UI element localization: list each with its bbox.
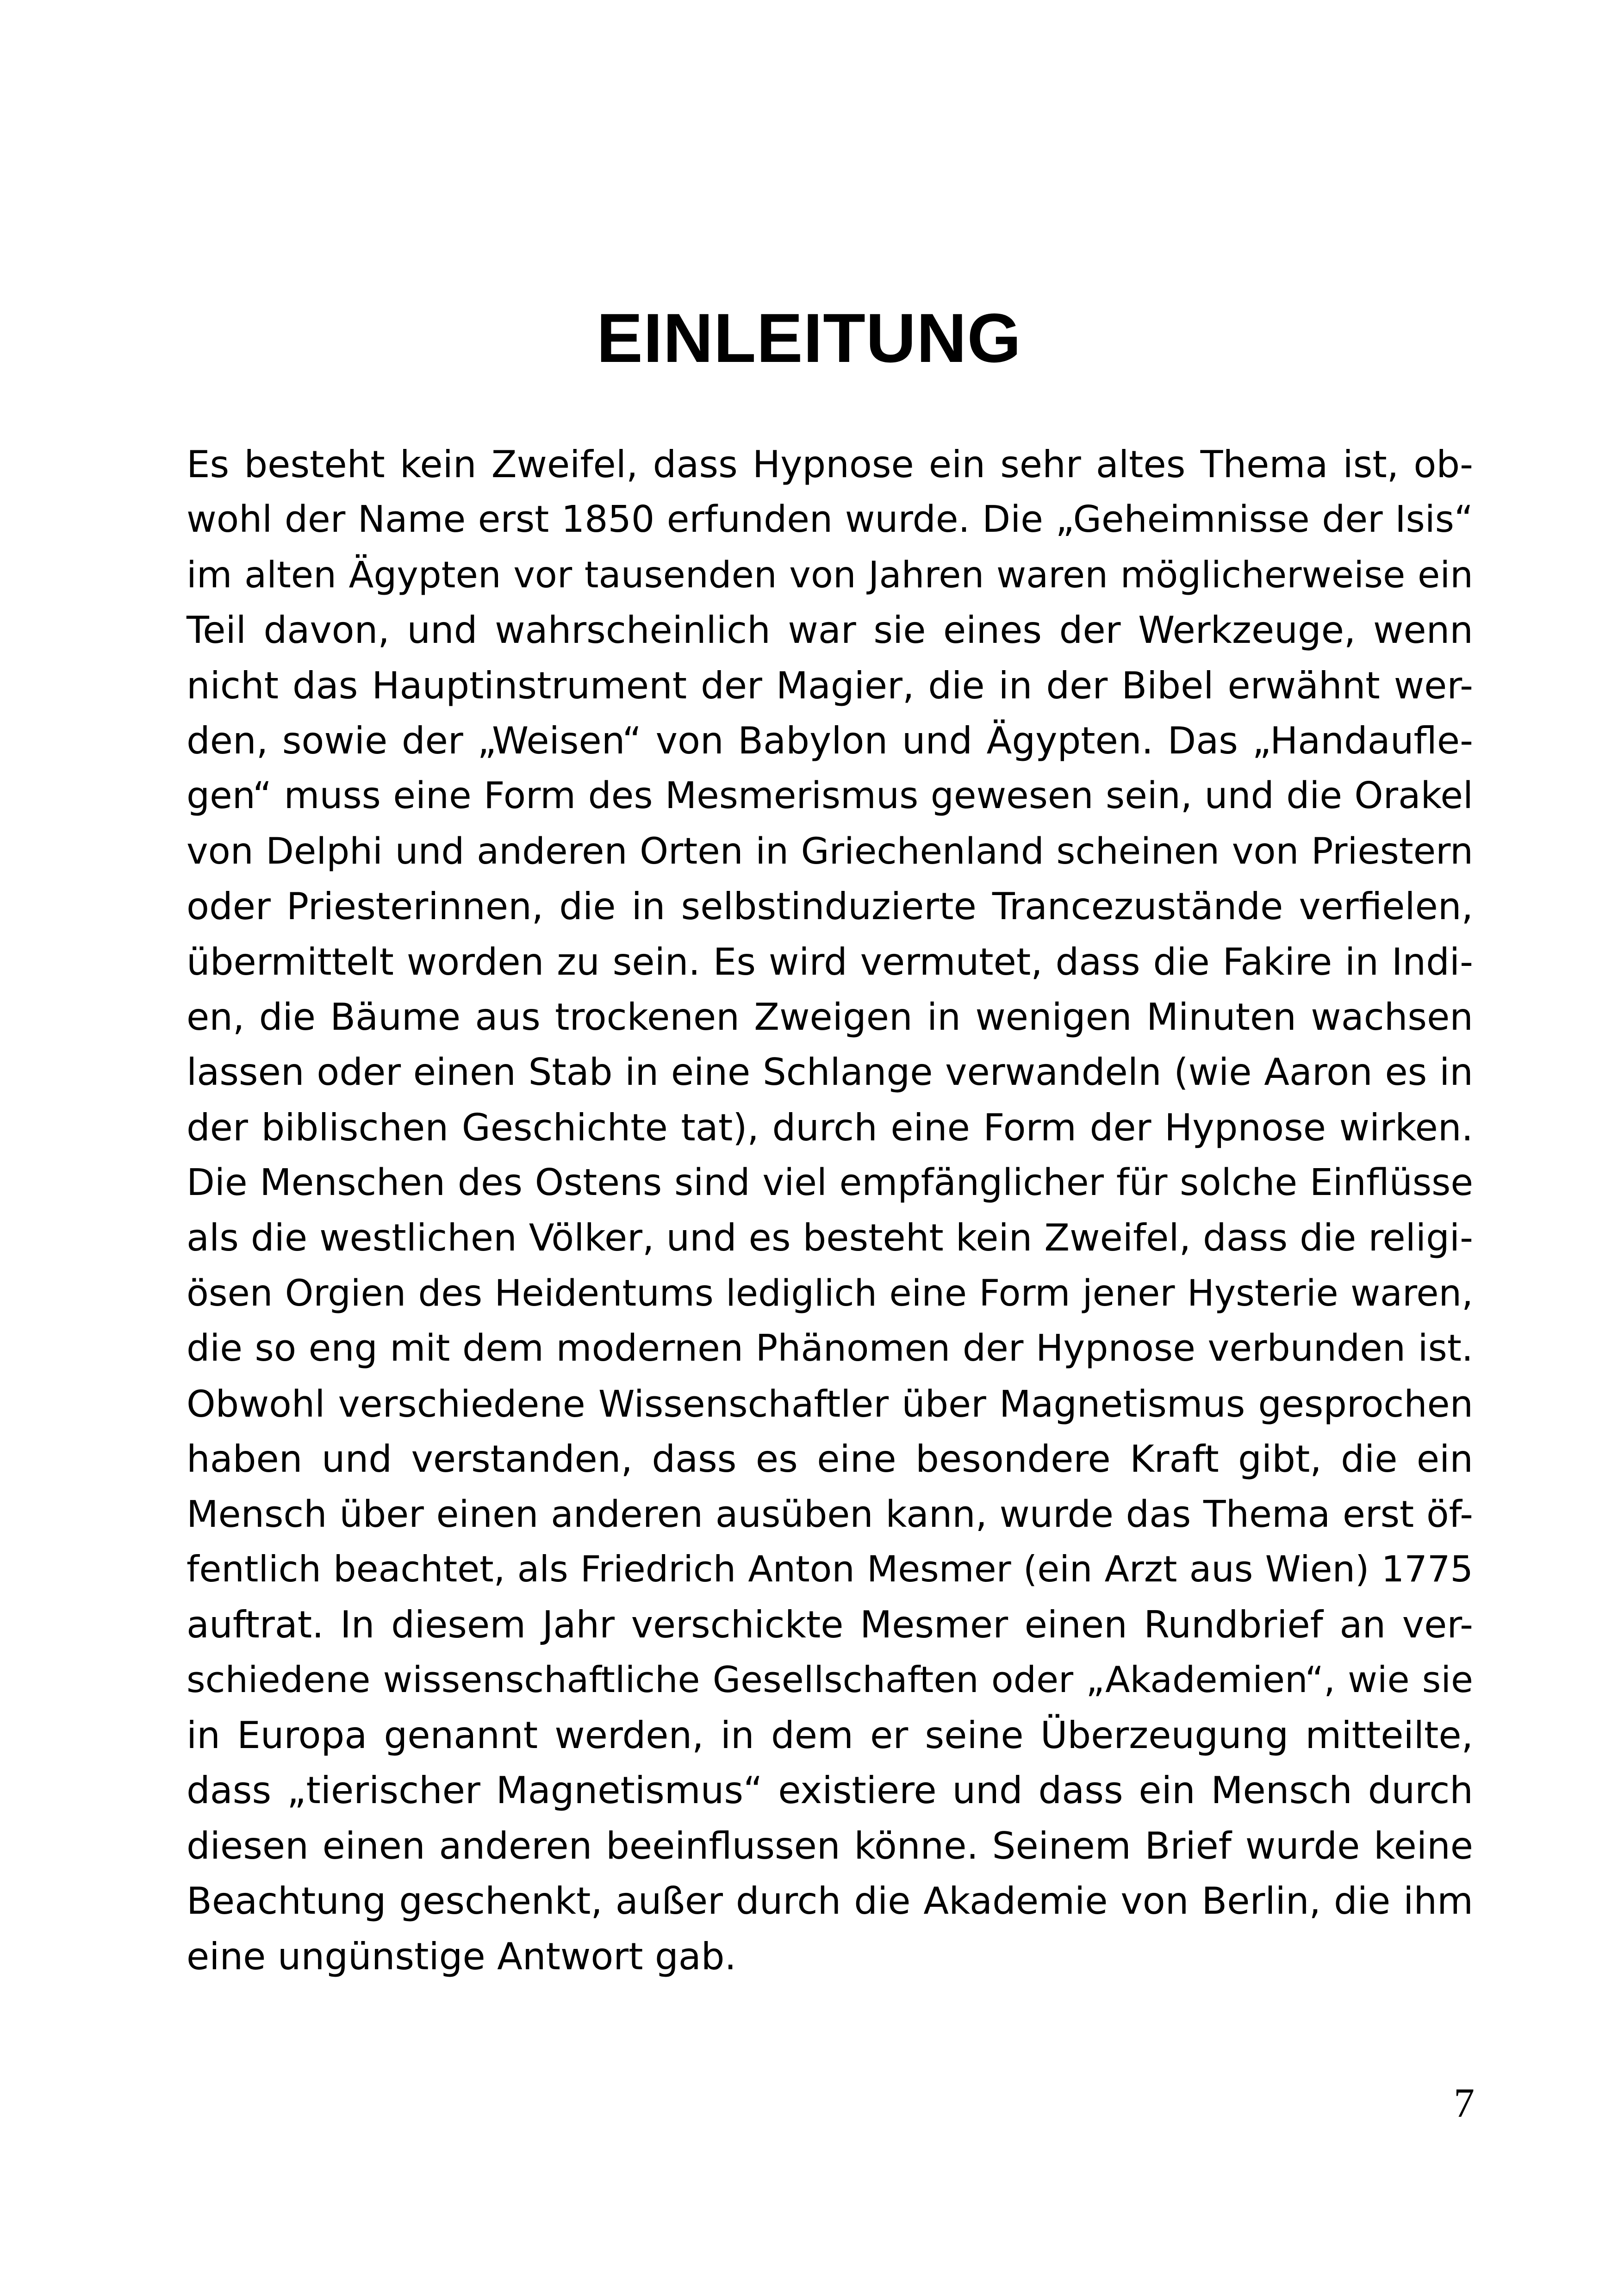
text-line: die so eng mit dem modernen Phänomen der Hypnose verbunden ist. bbox=[187, 1327, 1473, 1370]
text-line: als die westlichen Völker, und es besteht kein Zweifel, dass die religi- bbox=[187, 1216, 1473, 1260]
text-line: schiedene wissenschaftliche Gesellschaften oder „Akademien“, wie sie bbox=[187, 1659, 1473, 1701]
text-line: gen“ muss eine Form des Mesmerismus gewesen sein, und die Orakel bbox=[187, 774, 1473, 817]
body-text bbox=[187, 437, 1473, 1984]
text-line: Es besteht kein Zweifel, dass Hypnose ein sehr altes Thema ist, ob- bbox=[187, 443, 1473, 486]
text-line: Mensch über einen anderen ausüben kann, wurde das Thema erst öf- bbox=[187, 1493, 1473, 1536]
text-line-last: eine ungünstige Antwort gab. bbox=[187, 1935, 736, 1978]
text-line: oder Priesterinnen, die in selbstinduzierte Trancezustände verfielen, bbox=[187, 885, 1473, 928]
text-line: den, sowie der „Weisen“ von Babylon und Ägypten. Das „Handaufle- bbox=[187, 719, 1473, 762]
text-line: ösen Orgien des Heidentums lediglich eine Form jener Hysterie waren, bbox=[187, 1272, 1473, 1314]
text-line: Obwohl verschiedene Wissenschaftler über Magnetismus gesprochen bbox=[187, 1382, 1473, 1425]
text-line: der biblischen Geschichte tat), durch eine Form der Hypnose wirken. bbox=[187, 1106, 1473, 1149]
text-line: Teil davon, und wahrscheinlich war sie eines der Werkzeuge, wenn bbox=[187, 609, 1473, 652]
text-line: nicht das Hauptinstrument der Magier, die in der Bibel erwähnt wer- bbox=[187, 664, 1473, 707]
text-line: diesen einen anderen beeinflussen könne. Seinem Brief wurde keine bbox=[187, 1824, 1473, 1867]
text-line: en, die Bäume aus trockenen Zweigen in wenigen Minuten wachsen bbox=[187, 995, 1473, 1039]
text-line: dass „tierischer Magnetismus“ existiere und dass ein Mensch durch bbox=[187, 1769, 1473, 1812]
page-title: EINLEITUNG bbox=[596, 299, 1022, 377]
text-line: Beachtung geschenkt, außer durch die Akademie von Berlin, die ihm bbox=[187, 1879, 1473, 1923]
text-line: haben und verstanden, dass es eine besondere Kraft gibt, die ein bbox=[187, 1437, 1473, 1481]
text-line: wohl der Name erst 1850 erfunden wurde. Die „Geheimnisse der Isis“ bbox=[187, 498, 1473, 541]
page-number: 7 bbox=[1454, 2080, 1475, 2126]
text-line: lassen oder einen Stab in eine Schlange verwandeln (wie Aaron es in bbox=[187, 1051, 1473, 1094]
text-line: fentlich beachtet, als Friedrich Anton Mesmer (ein Arzt aus Wien) 1775 bbox=[187, 1548, 1473, 1590]
text-line: im alten Ägypten vor tausenden von Jahren waren möglicherweise ein bbox=[187, 553, 1473, 596]
text-line: Die Menschen des Ostens sind viel empfänglicher für solche Einflüsse bbox=[187, 1161, 1473, 1204]
text-line: von Delphi und anderen Orten in Griechenland scheinen von Priestern bbox=[187, 829, 1473, 872]
text-line: auftrat. In diesem Jahr verschickte Mesmer einen Rundbrief an ver- bbox=[187, 1603, 1473, 1647]
text-line: in Europa genannt werden, in dem er seine Überzeugung mitteilte, bbox=[187, 1713, 1473, 1757]
text-line: übermittelt worden zu sein. Es wird vermutet, dass die Fakire in Indi- bbox=[187, 940, 1473, 983]
